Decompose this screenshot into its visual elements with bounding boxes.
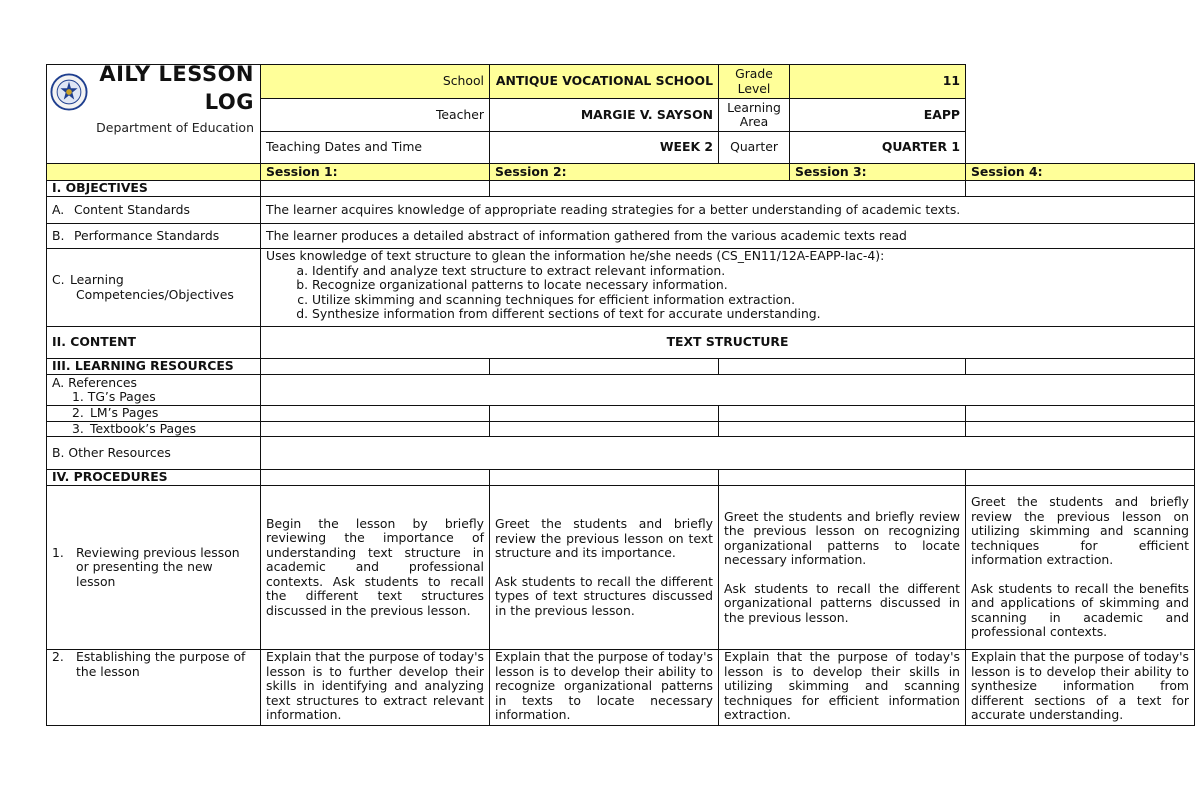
step-1-session-2: [490, 486, 719, 650]
textbook-pages-num: 3.: [72, 421, 84, 436]
content-standards-letter: A.: [52, 201, 65, 217]
lm-cell-1: [261, 406, 490, 422]
step-1-session-2-p1: Greet the students and briefly review the previous lesson on text structure and its importance.: [495, 516, 713, 560]
step-2-session-3: Explain that the purpose of today's lesson is to develop their skills in utilizing skimming and scanning techniques for efficient information extraction.: [719, 650, 966, 726]
step-1-session-4: [966, 486, 1195, 650]
step-1-session-1: Begin the lesson by briefly reviewing the importance of understanding text structure in academic and professional contexts. Ask students to recall the different text structures discussed in the previous lesson.: [261, 486, 490, 650]
procedures-cell-4: [966, 470, 1195, 486]
objectives-heading: I. OBJECTIVES: [47, 181, 261, 197]
step-1-session-2-p2: Ask students to recall the different types of text structures discussed in the previous lesson.: [495, 573, 713, 618]
procedures-heading: IV. PROCEDURES: [47, 470, 261, 486]
session-1-header: Session 1:: [261, 164, 490, 181]
teaching-dates-label: Teaching Dates and Time: [261, 132, 490, 164]
objectives-cell-2: [490, 181, 966, 197]
teacher-value: MARGIE V. SAYSON: [490, 99, 719, 132]
competency-item: a. Identify and analyze text structure to extract relevant information.: [312, 264, 1189, 279]
competencies-intro: Uses knowledge of text structure to glean the information he/she needs (CS_EN11/12A-EAPP-Iac-4):: [266, 248, 885, 263]
performance-standards-text-label: Performance Standards: [73, 227, 220, 243]
teaching-dates-value: WEEK 2: [490, 132, 719, 164]
content-value: TEXT STRUCTURE: [261, 327, 1195, 359]
procedures-cell-1: [261, 470, 490, 486]
competencies-label-line1: Learning: [70, 272, 124, 287]
session-corner: [47, 164, 261, 181]
lm-cell-2: [490, 406, 719, 422]
quarter-value: QUARTER 1: [790, 132, 966, 164]
session-2-header: Session 2:: [490, 164, 790, 181]
learning-area-value: EAPP: [790, 99, 966, 132]
other-resources-label: B. Other Resources: [47, 437, 261, 470]
competencies-value: [261, 249, 1195, 327]
lm-cell-3: [719, 406, 966, 422]
step-2-num: 2.: [52, 649, 64, 664]
competencies-list: [266, 264, 1189, 322]
step-2-label: [47, 650, 261, 726]
competencies-label-line2: Competencies/Objectives: [76, 286, 234, 302]
performance-standards-letter: B.: [52, 227, 65, 243]
resources-cell-2: [490, 359, 719, 375]
title-line-2: LOG: [204, 90, 254, 114]
step-2-session-4: Explain that the purpose of today's lesson is to develop their ability to synthesize information from different sections of a text for accurate understanding.: [966, 650, 1195, 726]
session-3-header: Session 3:: [790, 164, 966, 181]
step-1-session-4-p2: Ask students to recall the benefits and applications of skimming and scanning in academic and professional contexts.: [971, 580, 1189, 640]
resources-cell-3: [719, 359, 966, 375]
step-1-session-3-p1: Greet the students and briefly review the previous lesson on recognizing organizational patterns to locate necessary information.: [724, 508, 960, 568]
textbook-cell-2: [490, 421, 719, 437]
step-1-num: 1.: [52, 544, 64, 560]
procedures-cell-2: [490, 470, 719, 486]
grade-label: Grade Level: [719, 65, 790, 99]
resources-cell-4: [966, 359, 1195, 375]
competencies-label: [47, 249, 261, 327]
competency-item: d. Synthesize information from different sections of text for accurate understanding.: [312, 307, 1189, 322]
content-standards-value: The learner acquires knowledge of appropriate reading strategies for a better understanding of academic texts.: [261, 197, 1195, 224]
lesson-log-table: [46, 64, 1195, 726]
references-value: [261, 375, 1195, 406]
objectives-cell-1: [261, 181, 490, 197]
session-4-header: Session 4:: [966, 164, 1195, 181]
title-line-1: AILY LESSON: [99, 64, 254, 86]
textbook-pages-text: Textbook’s Pages: [90, 421, 197, 436]
resources-cell-1: [261, 359, 490, 375]
step-2-text: Establishing the purpose of the lesson: [76, 649, 246, 679]
content-standards-label: [47, 197, 261, 224]
textbook-cell-4: [966, 421, 1195, 437]
objectives-cell-3: [966, 181, 1195, 197]
title-block: [47, 65, 261, 164]
performance-standards-label: [47, 224, 261, 249]
step-2-session-1: Explain that the purpose of today's lesson is to further develop their skills in identifying and analyzing text structures to extract relevant information.: [261, 650, 490, 726]
step-1-label: [47, 486, 261, 650]
daily-lesson-log: [46, 64, 1195, 726]
step-2-session-2: Explain that the purpose of today's lesson is to develop their ability to recognize organizational patterns in texts to locate necessary information.: [490, 650, 719, 726]
department-name: Department of Education: [96, 120, 254, 135]
tg-pages-label: 1. TG’s Pages: [72, 389, 156, 404]
textbook-cell-3: [719, 421, 966, 437]
textbook-cell-1: [261, 421, 490, 437]
performance-standards-value: The learner produces a detailed abstract of information gathered from the various academic texts read: [261, 224, 1195, 249]
header-spacer: [966, 65, 1195, 164]
grade-value: 11: [790, 65, 966, 99]
step-1-session-3: [719, 486, 966, 650]
competency-item: c. Utilize skimming and scanning techniques for efficient information extraction.: [312, 293, 1189, 308]
school-label: School: [261, 65, 490, 99]
content-heading: II. CONTENT: [47, 327, 261, 359]
lm-cell-4: [966, 406, 1195, 422]
learning-area-label: Learning Area: [719, 99, 790, 132]
references-label: [47, 375, 261, 406]
deped-seal-icon: [50, 73, 88, 111]
step-1-text: Reviewing previous lesson or presenting the new lesson: [76, 544, 240, 589]
teacher-label: Teacher: [261, 99, 490, 132]
school-value: ANTIQUE VOCATIONAL SCHOOL: [490, 65, 719, 99]
references-heading: A. References: [52, 374, 137, 390]
textbook-pages-label: [47, 421, 261, 437]
other-resources-value: [261, 437, 1195, 470]
competencies-letter: C.: [52, 272, 65, 287]
content-standards-text-label: Content Standards: [73, 201, 190, 217]
lm-pages-label: [47, 406, 261, 422]
learning-resources-heading: III. LEARNING RESOURCES: [47, 359, 261, 375]
lm-pages-text: LM’s Pages: [90, 405, 159, 420]
step-1-session-4-p1: Greet the students and briefly review the previous lesson on utilizing skimming and scanning techniques for efficient information extraction.: [971, 494, 1189, 568]
quarter-label: Quarter: [719, 132, 790, 164]
competency-item: b. Recognize organizational patterns to locate necessary information.: [312, 278, 1189, 293]
procedures-cell-3: [719, 470, 966, 486]
step-1-session-3-p2: Ask students to recall the different organizational patterns discussed in the previous lesson.: [724, 580, 960, 625]
lm-pages-num: 2.: [72, 405, 84, 420]
